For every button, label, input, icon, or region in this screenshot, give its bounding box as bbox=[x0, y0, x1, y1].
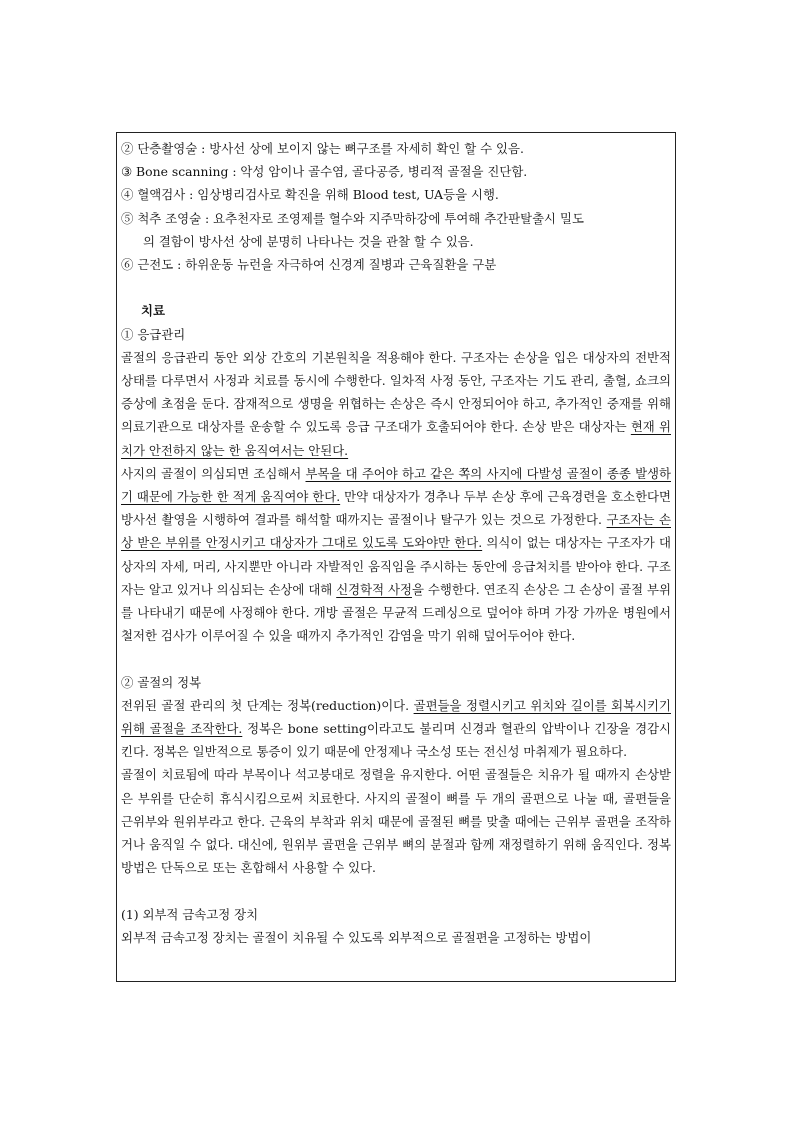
subheading-reduction: ② 골절의 정복 bbox=[121, 674, 202, 690]
spacer bbox=[121, 647, 671, 670]
paragraph-emergency-2 bbox=[121, 462, 671, 648]
document-page bbox=[116, 132, 676, 982]
spacer bbox=[121, 879, 671, 902]
subheading-external-fixation: (1) 외부적 금속고정 장치 bbox=[121, 906, 259, 922]
paragraph-reduction-1 bbox=[121, 694, 671, 764]
diag-item-tomography: ② 단층촬영술 : 방사선 상에 보이지 않는 뼈구조를 자세히 확인 할 수 있음. bbox=[121, 141, 524, 156]
diag-item-myelography: ⑤ 척추 조영술 : 요추천자로 조영제를 혈수와 지주막하강에 투여해 추간판탈출시 밀도 bbox=[121, 210, 584, 226]
diag-item-bone-scanning: ③ Bone scanning : 악성 암이나 골수염, 골다공증, 병리적 골절을 진단함. bbox=[121, 164, 528, 180]
paragraph-emergency-1 bbox=[121, 346, 671, 462]
underlined-text: 현재 위치가 안전하지 않는 한 움직여서는 안된다. bbox=[121, 419, 671, 458]
text-run: 만약 대상자가 경추나 두부 손상 후에 근육경련을 호소한다면 방사선 촬영을 시행하여 결과를 해석할 때까지는 골절이나 탈구가 있는 것으로 가정한다. bbox=[121, 489, 671, 528]
text-run: 정복은 bone setting이라고도 불리며 신경과 혈관의 압박이나 긴장을 경감시킨다. 정복은 일반적으로 통증이 있기 때문에 안정제나 국소성 또는 전신성 마취제가 필요하다. bbox=[121, 721, 671, 760]
diag-item-blood-test: ④ 혈액검사 : 임상병리검사로 확진을 위해 Blood test, UA등을 시행. bbox=[121, 187, 499, 203]
text-run: 전위된 골절 관리의 첫 단계는 정복(reduction)이다. bbox=[121, 697, 414, 713]
paragraph-reduction-2: 골절이 치료됨에 따라 부목이나 석고붕대로 정렬을 유지한다. 어떤 골절들은 치유가 될 때까지 손상받은 부위를 단순히 휴식시킴으로써 치료한다. 사지의 골절이 뼈를 두 개의 골편으로 나눌 때, 골편들을 근위부와 원위부라고 한다. 근육의 부착과 위치 때문에 골절된 뼈를 맞출 때에는 근위부 골편을 조작하거나 움직일 수 없다. 대신에, 원위부 골편을 근위부 뼈의 분절과 함께 재정렬하기 위해 움직인다. 정복 방법은 단독으로 또는 혼합해서 사용할 수 있다. bbox=[121, 767, 671, 876]
document-body bbox=[117, 133, 675, 949]
diag-item-emg: ⑥ 근전도 : 하위운동 뉴런을 자극하여 신경계 질병과 근육질환을 구분 bbox=[121, 257, 497, 273]
spacer bbox=[121, 276, 671, 299]
underlined-text: 구조자는 손상 받은 부위를 안정시키고 대상자가 그대로 있도록 도와야만 한다. bbox=[121, 512, 671, 551]
underlined-text: 신경학적 사정 bbox=[336, 581, 412, 597]
subheading-emergency: ① 응급관리 bbox=[121, 326, 186, 342]
paragraph-external-fixation-1: 외부적 금속고정 장치는 골절이 치유될 수 있도록 외부적으로 골절편을 고정하는 방법이 bbox=[121, 929, 592, 945]
underlined-text: 골편들을 정렬시키고 위치와 길이를 회복시키기 위해 골절을 조작한다. bbox=[121, 697, 671, 737]
underlined-text: 부목을 대 주어야 하고 같은 쪽의 사지에 다발성 골절이 종종 발생하기 때문에 가능한 한 적게 움직여야 한다. bbox=[121, 465, 671, 505]
text-run: 사지의 골절이 의심되면 조심해서 bbox=[121, 465, 306, 481]
text-run: 골절의 응급관리 동안 외상 간호의 기본원칙을 적용해야 한다. 구조자는 손상을 입은 대상자의 전반적 상태를 다루면서 사정과 치료를 동시에 수행한다. 일차적 사정 동안, 구조자는 기도 관리, 출혈, 쇼크의 증상에 초점을 둔다. 잠재적으로 생명을 위협하는 손상은 즉시 안정되어야 하고, 추가적인 중재를 위해 의료기관으로 대상자를 운송할 수 있도록 응급 구조대가 호출되어야 한다. 손상 받은 대상자는 bbox=[121, 349, 671, 435]
text-run: 의식이 없는 대상자는 구조자가 대상자의 자세, 머리, 사지뿐만 아니라 자발적인 움직임을 주시하는 동안에 응급처치를 받아야 한다. 구조자는 알고 있거나 의심되는 손상에 대해 bbox=[121, 535, 672, 597]
text-run: 을 수행한다. 연조직 손상은 그 손상이 골절 부위를 나타내기 때문에 사정해야 한다. 개방 골절은 무균적 드레싱으로 덮어야 하며 가장 가까운 병원에서 철저한 검사가 이루어질 수 있을 때까지 추가적인 감염을 막기 위해 덮어두어야 한다. bbox=[121, 581, 671, 644]
section-title-treatment: 치료 bbox=[141, 303, 165, 319]
diag-item-myelography-cont: 의 결함이 방사선 상에 분명히 나타나는 것을 관찰 할 수 있음. bbox=[143, 233, 474, 249]
